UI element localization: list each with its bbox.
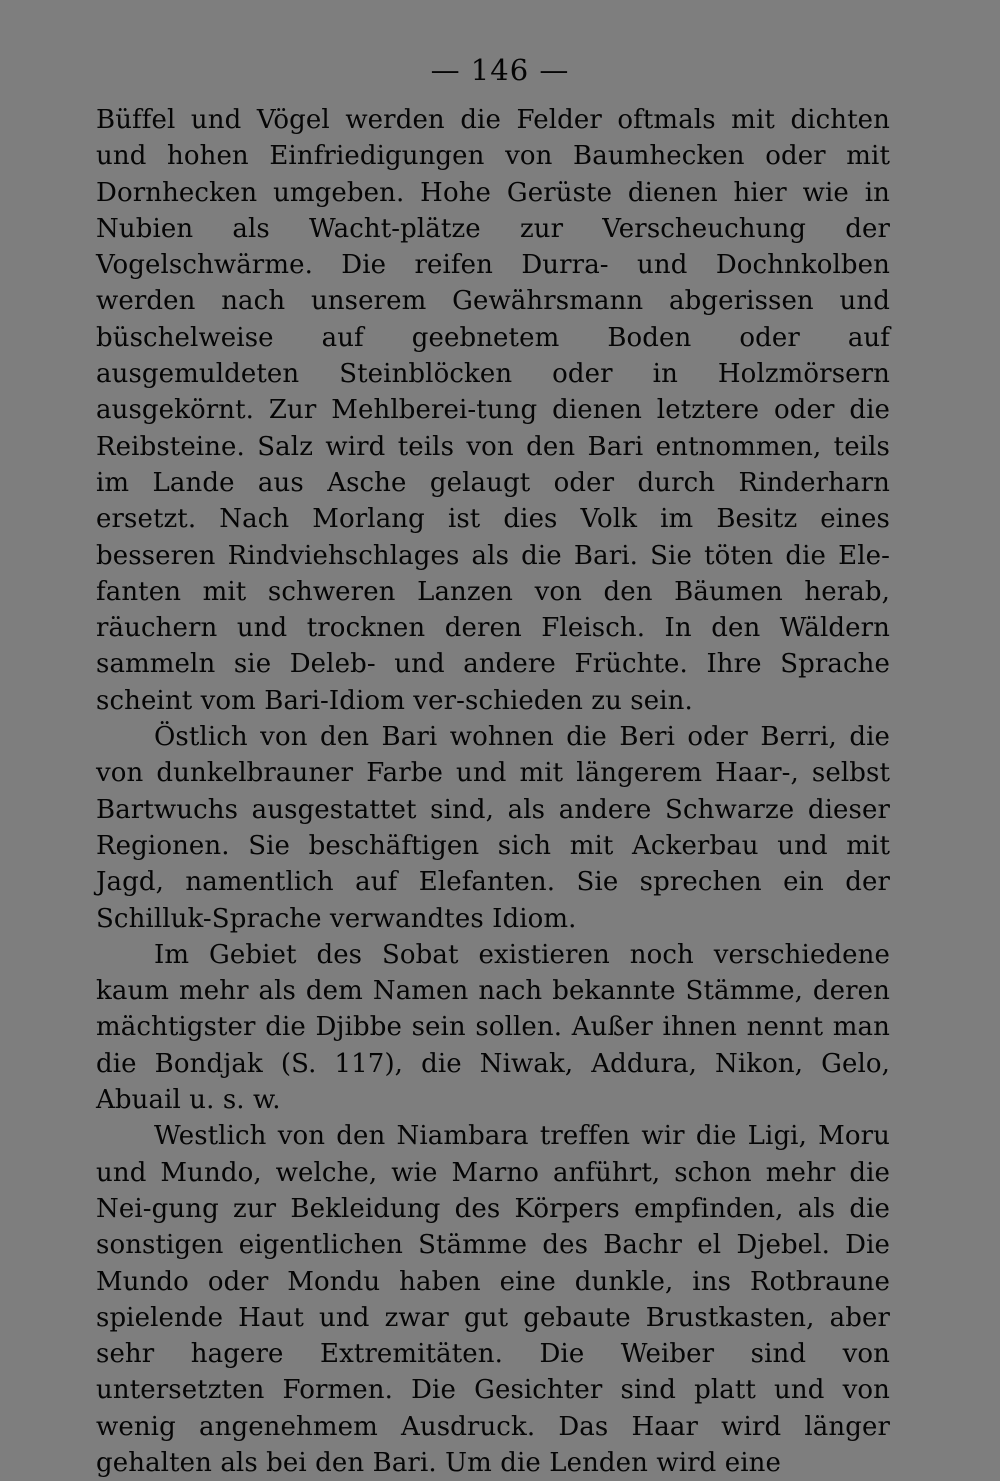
paragraph-3: Im Gebiet des Sobat existieren noch verschiedene kaum mehr als dem Namen nach bekannte Stämme, deren mächtigster die Djibbe sein sollen. Außer ihnen nennt man die Bondjak (S. 117), die Niwak, Addura, Nikon, Gelo, Abuail u. s. w. <box>96 939 890 1116</box>
paragraph-4: Westlich von den Niambara treffen wir die Ligi, Moru und Mundo, welche, wie Marno anführt, schon mehr die Nei-gung zur Bekleidung des Körpers empfinden, als die sonstigen eigentlichen Stämme des Bachr el Djebel. Die Mundo oder Mondu haben eine dunkle, ins Rotbraune spielende Haut und zwar gut gebaute Brustkasten, aber sehr hagere Extremitäten. Die Weiber sind von untersetzten Formen. Die Gesichter sind platt und von wenig angenehmem Ausdruck. Das Haar wird länger gehalten als bei den Bari. Um die Lenden wird eine <box>96 1121 890 1478</box>
body-text <box>96 102 890 1481</box>
paragraph-1: Büffel und Vögel werden die Felder oftmals mit dichten und hohen Einfriedigungen von Baumhecken oder mit Dornhecken umgeben. Hohe Gerüste dienen hier wie in Nubien als Wacht-plätze zur Verscheuchung der Vogelschwärme. Die reifen Durra- und Dochnkolben werden nach unserem Gewährsmann abgerissen und büschelweise auf geebnetem Boden oder auf ausgemuldeten Steinblöcken oder in Holzmörsern ausgekörnt. Zur Mehlberei-tung dienen letztere oder die Reibsteine. Salz wird teils von den Bari entnommen, teils im Lande aus Asche gelaugt oder durch Rinderharn ersetzt. Nach Morlang ist dies Volk im Besitz eines besseren Rindviehschlages als die Bari. Sie töten die Ele-fanten mit schweren Lanzen von den Bäumen herab, räuchern und trocknen deren Fleisch. In den Wäldern sammeln sie Deleb- und andere Früchte. Ihre Sprache scheint vom Bari-Idiom ver-schieden zu sein. <box>96 105 890 716</box>
paragraph-2: Östlich von den Bari wohnen die Beri oder Berri, die von dunkelbrauner Farbe und mit längerem Haar-, selbst Bartwuchs ausgestattet sind, als andere Schwarze dieser Regionen. Sie beschäftigen sich mit Ackerbau und mit Jagd, namentlich auf Elefanten. Sie sprechen ein der Schilluk-Sprache verwandtes Idiom. <box>96 722 890 934</box>
page-number: — 146 — <box>430 53 570 87</box>
